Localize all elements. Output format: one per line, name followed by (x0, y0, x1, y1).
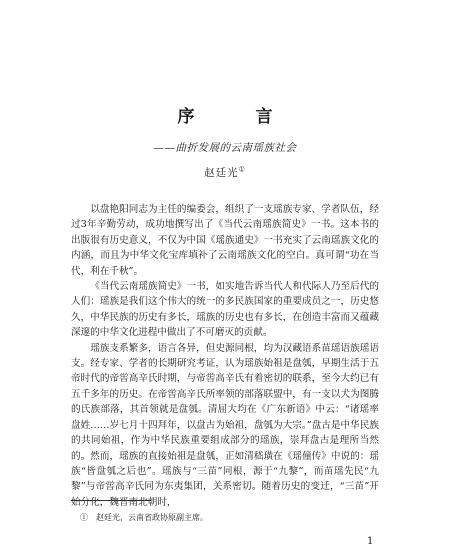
footnote-divider (71, 500, 151, 501)
paragraph-3: 瑶族支系繁多，语言各异，但史源同根，均为汉藏语系苗瑶语族瑶语支。经专家、学者的长期研究考证，认为瑶族始祖是盘瓠，早期生活于五帝时代的帝喾高辛氏时期，与帝喾高辛氏有着密切的联系，至今大约已有五千多年的历史。在帝喾高辛氏所率领的部落联盟中，有一支以犬为图腾的氏族部落，其首领就是盘瓠。清屈大均在《广东新语》中云：“诸瑶率盘姓……岁七月十四拜年，以盘古为始祖，盘瓠为大宗。”盘古是中华民族的共同始祖，作为中华民族重要组成部分的瑶族，崇拜盘古是理所当然的。然而，瑶族的直接始祖是盘瓠，正如清嵇璜在《瑶僮传》中说的：瑶族“皆盘瓠之后也”。瑶族与“三苗”同根，源于“九黎”，而苗瑶先民“九黎”与帝喾高辛氏同为东夷集团，关系密切。随着历史的变迁，“三苗”开始分化，魏晋南北朝时， (71, 342, 379, 508)
author-line (0, 165, 450, 180)
page-number: 1 (367, 536, 374, 547)
footnote: ① 赵廷光，云南省政协原副主席。 (80, 513, 208, 522)
body-text (71, 202, 379, 510)
author-name: 赵廷光 (204, 167, 239, 179)
paragraph-1: 以盘艳阳同志为主任的编委会，组织了一支瑶族专家、学者队伍，经过3年辛勤劳动，成功地撰写出了《当代云南瑶族简史》一书。这本书的出版很有历史意义，不仅为中国《瑶族通史》一书充实了云南瑶族文化的内涵，而且为中华文化宝库填补了云南瑶族文化的空白。真可谓“功在当代，利在千秋”。 (71, 204, 379, 277)
preface-title: 序 言 (177, 107, 295, 127)
footnote-marker: ① (238, 165, 246, 174)
paragraph-2: 《当代云南瑶族简史》一书，如实地告诉当代人和代际人乃至后代的人们：瑶族是我们这个伟大的统一的多民族国家的重要成员之一，历史悠久，中华民族的历史有多长，瑶族的历史也有多长，在创造丰富而又蕴藏深邃的中华文化进程中做出了不可磨灭的贡献。 (71, 281, 379, 339)
preface-subtitle: ——曲折发展的云南瑶族社会 (153, 142, 297, 154)
